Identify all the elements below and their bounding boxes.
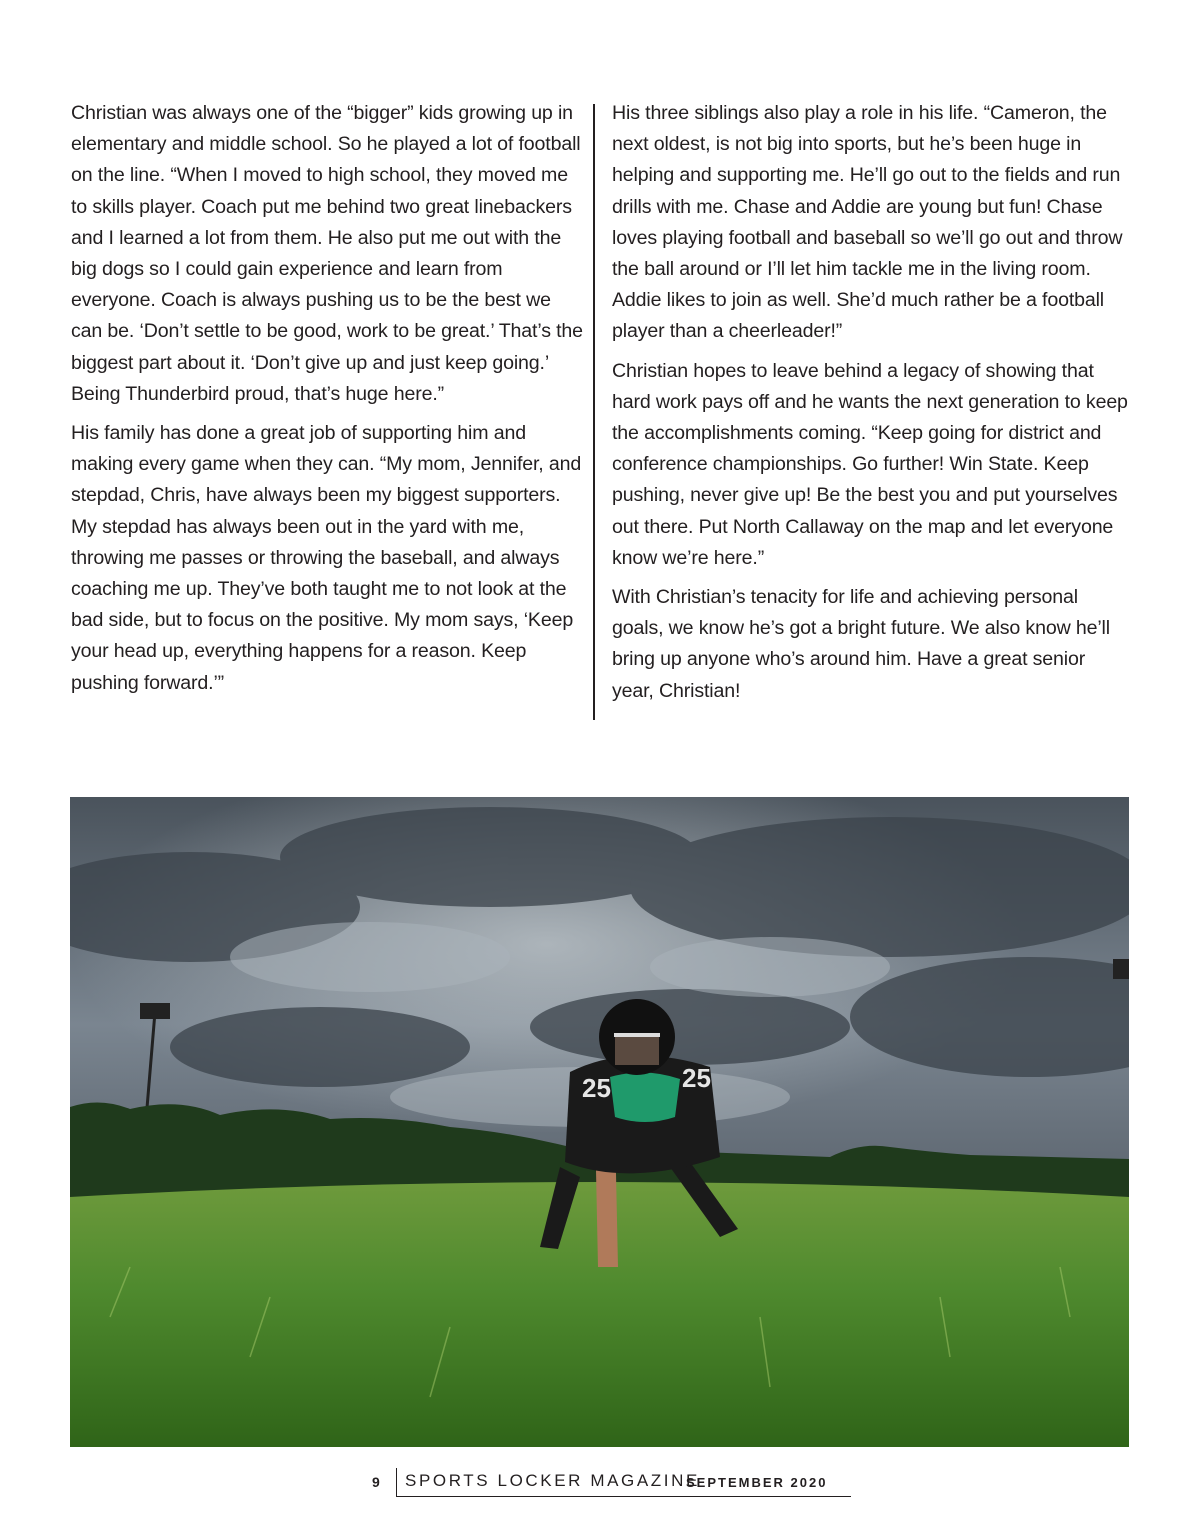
column-divider (593, 104, 595, 720)
left-column (71, 98, 583, 707)
paragraph: His family has done a great job of supporting him and making every game when they can. “My mom, Jennifer, and stepdad, Chris, have always been my biggest supporters. My stepdad has always been out in the yard with me, throwing me passes or throwing the baseball, and always coaching me up. They’ve both taught me to not look at the bad side, but to focus on the positive. My mom says, ‘Keep your head up, everything happens for a reason. Keep pushing forward.’” (71, 422, 582, 694)
paragraph: Christian was always one of the “bigger” kids growing up in elementary and middle school. So he played a lot of football on the line. “When I moved to high school, they moved me to skills player. Coach put me behind two great linebackers and I learned a lot from them. He also put me out with the big dogs so I could gain experience and learn from everyone. Coach is always pushing us to be the best we can be. ‘Don’t settle to be good, work to be great.’ That’s the biggest part about it. ‘Don’t give up and just keep going.’ Being Thunderbird proud, that’s huge here.” (71, 102, 583, 405)
paragraph: Christian hopes to leave behind a legacy of showing that hard work pays off and he wants the next generation to keep the accomplishments coming. “Keep going for district and conference championships. Go further! Win State. Keep pushing, never give up! Be the best you and put yourselves out there. Put North Callaway on the map and let everyone know we’re here.” (612, 359, 1128, 569)
jersey-number-left: 25 (582, 1073, 611, 1103)
paragraph: His three siblings also play a role in his life. “Cameron, the next oldest, is not big into sports, but he’s been huge in helping and supporting me. He’ll go out to the fields and run drills with me. Chase and Addie are young but fun! Chase loves playing football and baseball so we’ll go out and throw the ball around or I’ll let him tackle me in the living room. Addie likes to join as well. She’d much rather be a football player than a cheerleader!” (612, 102, 1123, 343)
magazine-name: SPORTS LOCKER MAGAZINE (405, 1471, 700, 1490)
footer-underline (396, 1496, 851, 1497)
player-photo (70, 797, 1129, 1447)
footer-divider (396, 1468, 397, 1496)
article-body (71, 98, 1129, 723)
right-column (612, 98, 1132, 715)
paragraph: With Christian’s tenacity for life and achieving personal goals, we know he’s got a bright future. We also know he’ll bring up anyone who’s around him. Have a great senior year, Christian! (612, 586, 1110, 702)
jersey-number-right: 25 (682, 1063, 711, 1093)
issue-date: SEPTEMBER 2020 (686, 1475, 828, 1490)
page-number: 9 (372, 1474, 381, 1490)
page-footer (0, 1468, 1200, 1508)
